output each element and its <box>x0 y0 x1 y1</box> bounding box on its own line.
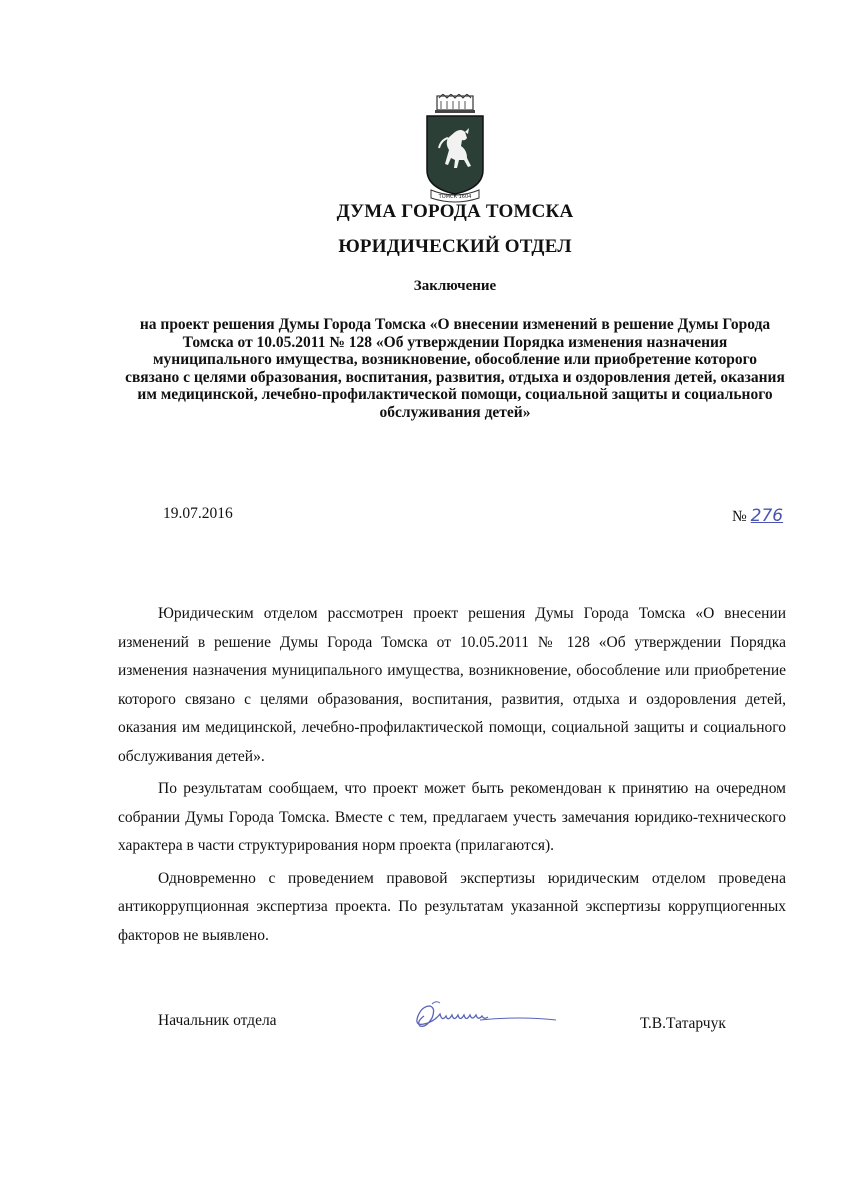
body-paragraph: Одновременно с проведением правовой экспертизы юридическим отделом проведена антикоррупционная экспертиза проекта. По результатам указанной экспертизы коррупциогенных факторов не выявлено. <box>118 869 786 944</box>
signatory-name: Т.В.Татарчук <box>640 1015 726 1032</box>
tomsk-coat-of-arms-icon <box>415 94 495 204</box>
department-name: ЮРИДИЧЕСКИЙ ОТДЕЛ <box>338 236 572 257</box>
number-prefix: № <box>732 508 747 525</box>
document-number <box>732 506 783 526</box>
document-date: 19.07.2016 <box>163 505 233 522</box>
emblem-motto: ТОМСК 1604 <box>438 194 472 200</box>
signatory-title: Начальник отдела <box>158 1012 277 1029</box>
number-value: 276 <box>750 506 784 526</box>
body-paragraph: По результатам сообщаем, что проект может быть рекомендован к принятию на очередном собрании Думы Города Томска. Вместе с тем, предлагаем учесть замечания юридико-технического характера в части структурирования норм проекта (прилагаются). <box>118 780 786 854</box>
document-body <box>118 600 786 950</box>
body-paragraph: Юридическим отделом рассмотрен проект решения Думы Города Томска «О внесении изменений в решение Думы Города Томска от 10.05.2011 № 128 «Об утверждении Порядка изменения назначения муниципального имущества, возникновение, обособление или приобретение которого связано с целями образования, воспитания, развития, отдыха и оздоровления детей, оказания им медицинской, лечебно-профилактической помощи, социальной защиты и социального обслуживания детей». <box>118 605 786 765</box>
handwritten-signature-icon <box>410 996 560 1032</box>
org-name: ДУМА ГОРОДА ТОМСКА <box>336 201 574 222</box>
document-subject: на проект решения Думы Города Томска «О внесении изменений в решение Думы Города Томска от 10.05.2011 № 128 «Об утверждении Порядка изменения назначения муниципального имущества, возникновение, обособление или приобретение которого связано с целями образования, воспитания, развития, отдыха и оздоровления детей, оказания им медицинской, лечебно-профилактической помощи, социальной защиты и социального обслуживания детей» <box>125 316 785 421</box>
document-type: Заключение <box>413 278 497 294</box>
